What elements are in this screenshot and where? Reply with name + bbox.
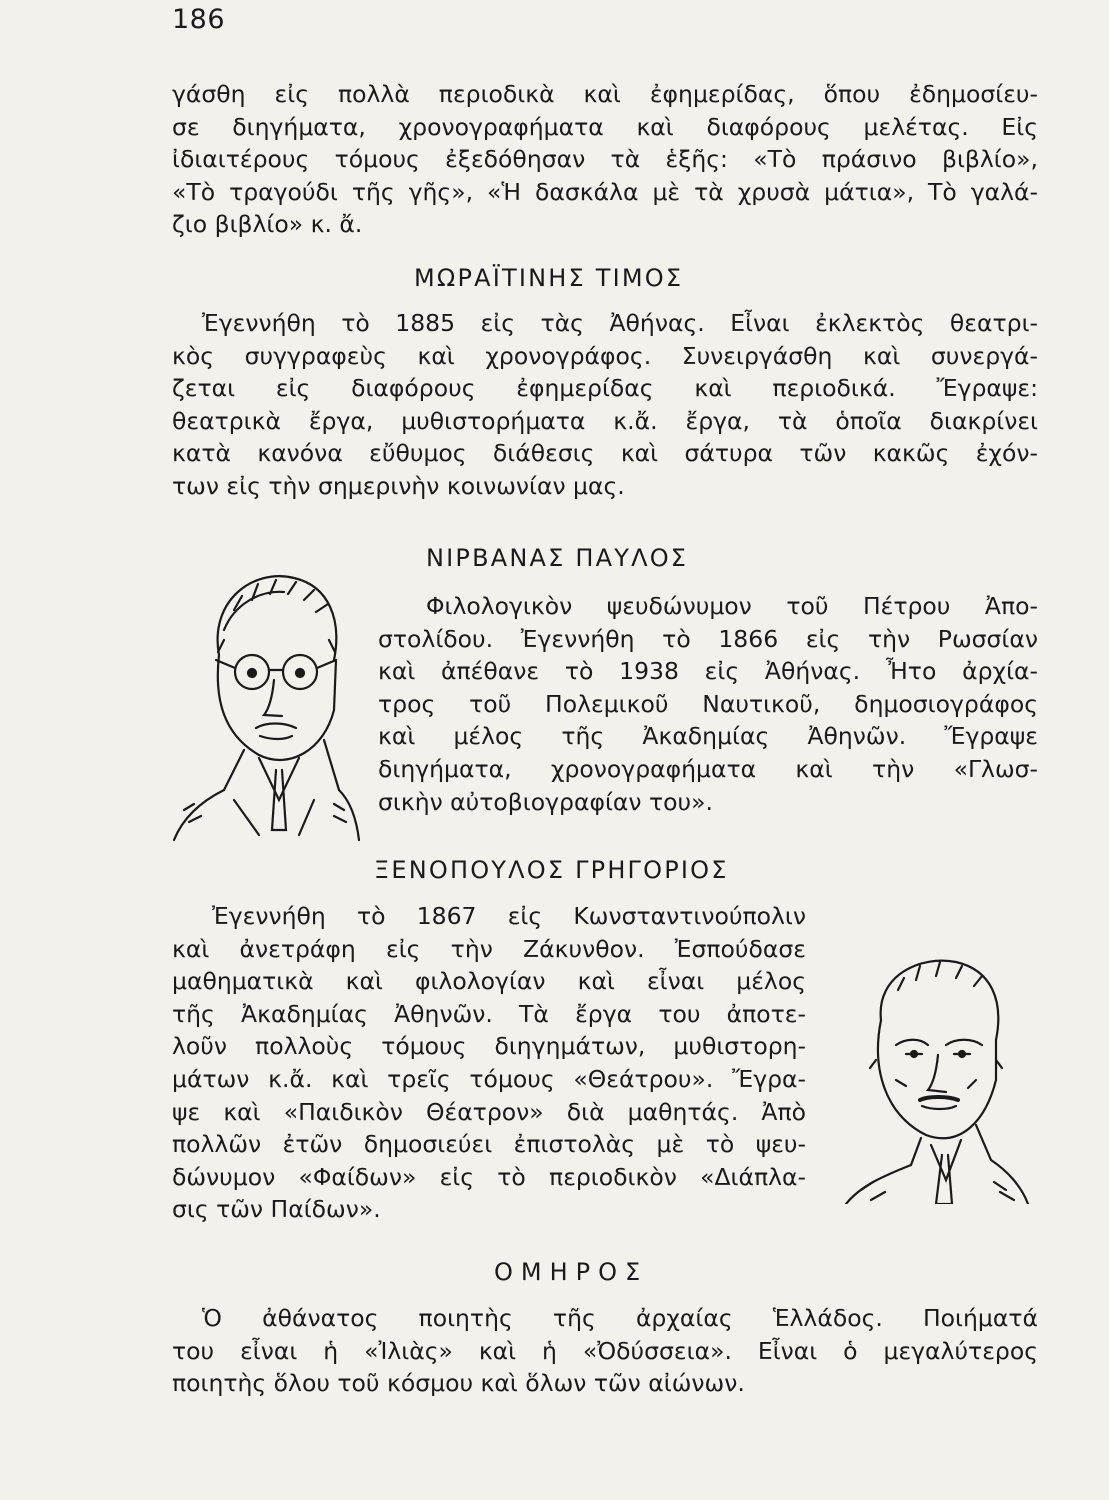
portrait-nirvanas-drawing [164, 560, 364, 842]
text-line: σις τῶν Παίδων». [172, 1195, 381, 1224]
text-line: δώνυμον «Φαίδων» εἰς τὸ περιοδικὸν «Διάπλα- [172, 1162, 806, 1191]
text-line: σε διηγήματα, χρονογραφήματα καὶ διαφόρους μελέτας. Εἰς [172, 112, 1038, 141]
text-line: πολλῶν ἐτῶν δημοσιεύει ἐπιστολὰς μὲ τὸ ψευ- [172, 1130, 806, 1159]
text-line: καὶ μέλος τῆς Ἀκαδημίας Ἀθηνῶν. Ἔγραψε [378, 722, 1038, 751]
text-line: Φιλολογικὸν ψευδώνυμον τοῦ Πέτρου Ἀπο- [426, 592, 1038, 620]
entry-paragraph [172, 1302, 1038, 1400]
text-line: μαθηματικὰ καὶ φιλολογίαν καὶ εἶναι μέλος [172, 967, 806, 996]
text-line: τρος τοῦ Πολεμικοῦ Ναυτικοῦ, δημοσιογράφος [378, 689, 1038, 718]
portrait-xenopoulos [836, 950, 1032, 1204]
entry-paragraph [172, 900, 806, 1226]
text-line: ἰδιαιτέρους τόμους ἐξεδόθησαν τὰ ἑξῆς: «Τὸ πράσινο βιβλίο», [172, 145, 1038, 174]
entry-heading: ΝΙΡΒΑΝΑΣ ΠΑΥΛΟΣ [426, 544, 689, 572]
entry-heading: ΞΕΝΟΠΟΥΛΟΣ ΓΡΗΓΟΡΙΟΣ [374, 856, 729, 884]
text-line: μάτων κ.ἄ. καὶ τρεῖς τόμους «Θεάτρου». Ἔγρα- [172, 1064, 806, 1093]
text-line: τῆς Ἀκαδημίας Ἀθηνῶν. Τὰ ἔργα του ἀποτε- [172, 999, 806, 1028]
text-line: Ὁ ἀθάνατος ποιητὴς τῆς ἀρχαίας Ἑλλάδος. Ποιήματά [202, 1304, 1038, 1332]
text-line: κατὰ κανόνα εὔθυμος διάθεσις καὶ σάτυρα τῶν κακῶς ἐχόν- [172, 439, 1038, 468]
text-line: διηγήματα, χρονογραφήματα καὶ τὴν «Γλωσ- [378, 754, 1038, 783]
entry-heading: ΟΜΗΡΟΣ [494, 1258, 649, 1286]
text-line: ψε καὶ «Παιδικὸν Θέατρον» διὰ μαθητάς. Ἀπὸ [172, 1097, 806, 1126]
portrait-nirvanas [164, 560, 364, 842]
text-line: ζεται εἰς διαφόρους ἐφημερίδας καὶ περιοδικά. Ἔγραψε: [172, 374, 1038, 403]
text-line: ποιητὴς ὅλου τοῦ κόσμου καὶ ὅλων τῶν αἰώνων. [172, 1369, 745, 1398]
intro-paragraph [172, 78, 1038, 241]
text-line: θεατρικὰ ἔργα, μυθιστορήματα κ.ἄ. ἔργα, τὰ ὁποῖα διακρίνει [172, 406, 1038, 435]
text-line: καὶ ἀπέθανε τὸ 1938 εἰς Ἀθήνας. Ἦτο ἀρχία- [378, 657, 1038, 686]
text-line: λοῦν πολλοὺς τόμους διηγημάτων, μυθιστορη- [172, 1032, 806, 1061]
entry-paragraph [378, 590, 1038, 818]
text-line: κὸς συγγραφεὺς καὶ χρονογράφος. Συνειργάσθη καὶ συνεργά- [172, 341, 1038, 370]
text-line: του εἶναι ἡ «Ἰλιὰς» καὶ ἡ «Ὀδύσσεια». Εἶναι ὁ μεγαλύτερος [172, 1336, 1038, 1365]
text-line: «Τὸ τραγούδι τῆς γῆς», «Ἡ δασκάλα μὲ τὰ χρυσὰ μάτια», Τὸ γαλά- [172, 177, 1038, 206]
text-line: γάσθη εἰς πολλὰ περιοδικὰ καὶ ἐφημερίδας, ὅπου ἐδημοσίευ- [172, 80, 1038, 108]
text-line: των εἰς τὴν σημερινὴν κοινωνίαν μας. [172, 471, 625, 500]
entry-paragraph [172, 307, 1038, 503]
text-line: καὶ ἀνετράφη εἰς τὴν Ζάκυνθον. Ἐσπούδασε [172, 934, 806, 963]
text-line: Ἐγεννήθη τὸ 1885 εἰς τὰς Ἀθήνας. Εἶναι ἐκλεκτὸς θεατρι- [202, 309, 1038, 337]
entry-heading: ΜΩΡΑΪΤΙΝΗΣ ΤΙΜΟΣ [414, 264, 684, 292]
portrait-xenopoulos-drawing [836, 950, 1032, 1204]
text-line: σικὴν αὐτοβιογραφίαν του». [378, 787, 713, 816]
text-line: στολίδου. Ἐγεννήθη τὸ 1866 εἰς τὴν Ρωσσίαν [378, 624, 1038, 653]
text-line: Ἐγεννήθη τὸ 1867 εἰς Κωνσταντινούπολιν [212, 902, 806, 930]
text-line: ζιο βιβλίο» κ. ἄ. [172, 210, 363, 239]
page-number: 186 [172, 4, 226, 35]
